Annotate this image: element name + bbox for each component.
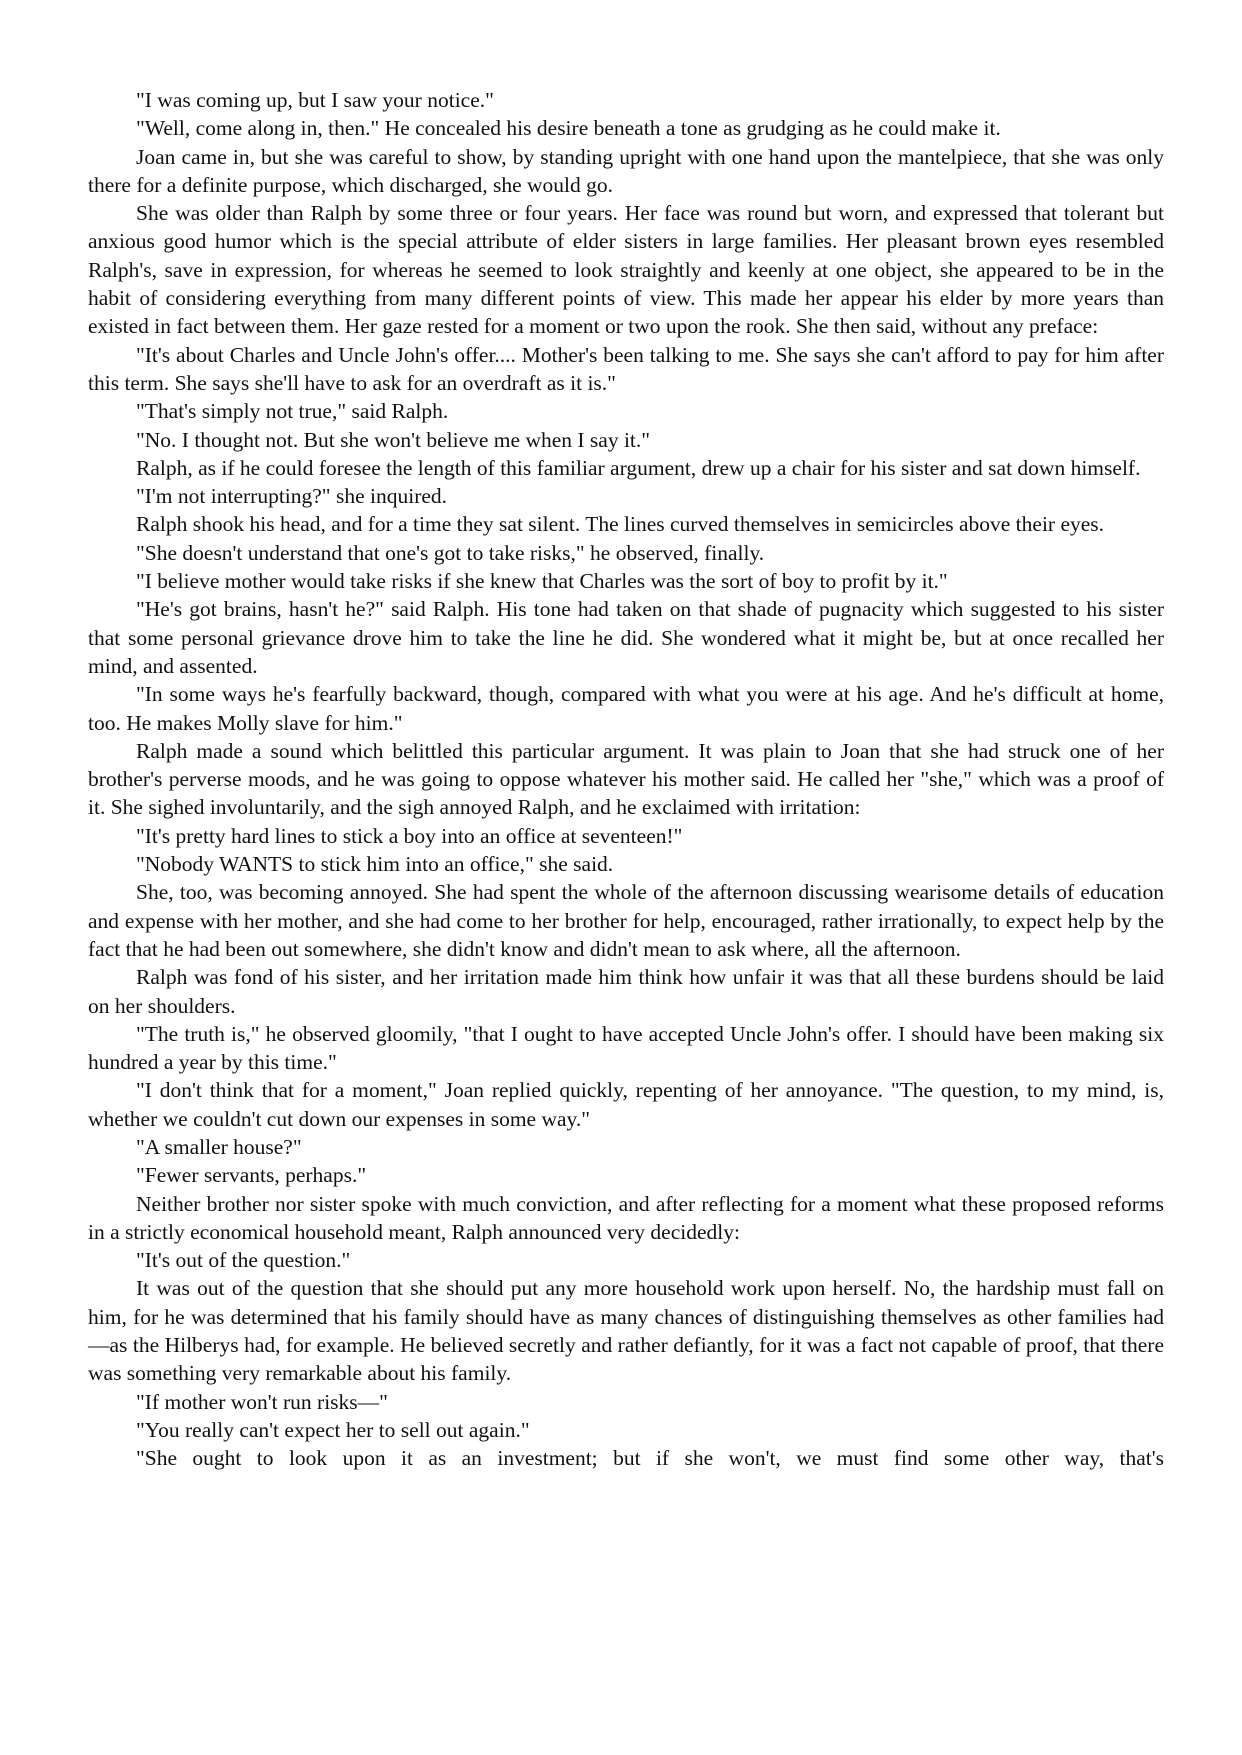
- document-page: [88, 86, 1164, 1473]
- paragraph: Neither brother nor sister spoke with much conviction, and after reflecting for a moment what these proposed reforms in a strictly economical household meant, Ralph announced very decidedly:: [88, 1191, 1164, 1244]
- paragraph: It was out of the question that she should put any more household work upon herself. No, the hardship must fall on him, for he was determined that his family should have as many chances of distinguishing themselves as other families had—as the Hilberys had, for example. He believed secretly and rather defiantly, for it was a fact not capable of proof, that there was something very remarkable about his family.: [88, 1276, 1164, 1386]
- paragraph-continued: "She ought to look upon it as an investment; but if she won't, we must find some other way, that's: [136, 1446, 1164, 1471]
- paragraph: "I believe mother would take risks if she knew that Charles was the sort of boy to profit by it.": [136, 569, 948, 594]
- paragraph: Ralph shook his head, and for a time they sat silent. The lines curved themselves in semicircles above their eyes.: [136, 512, 1105, 537]
- paragraph: "It's about Charles and Uncle John's offer.... Mother's been talking to me. She says she can't afford to pay for him after this term. She says she'll have to ask for an overdraft as it is.": [88, 342, 1164, 395]
- paragraph: "If mother won't run risks—": [136, 1389, 388, 1414]
- paragraph: "In some ways he's fearfully backward, though, compared with what you were at his age. And he's difficult at home, too. He makes Molly slave for him.": [88, 682, 1164, 735]
- paragraph: She, too, was becoming annoyed. She had spent the whole of the afternoon discussing wearisome details of education and expense with her mother, and she had come to her brother for help, encouraged, rather irrationally, to expect help by the fact that he had been out somewhere, she didn't know and didn't mean to ask where, all the afternoon.: [88, 880, 1164, 961]
- paragraph: Joan came in, but she was careful to show, by standing upright with one hand upon the mantelpiece, that she was only there for a definite purpose, which discharged, she would go.: [88, 144, 1164, 197]
- paragraph: She was older than Ralph by some three or four years. Her face was round but worn, and expressed that tolerant but anxious good humor which is the special attribute of elder sisters in large families. Her pleasant brown eyes resembled Ralph's, save in expression, for whereas he seemed to look straightly and keenly at one object, she appeared to be in the habit of considering everything from many different points of view. This made her appear his elder by more years than existed in fact between them. Her gaze rested for a moment or two upon the rook. She then said, without any preface:: [88, 201, 1164, 339]
- paragraph: "You really can't expect her to sell out again.": [136, 1417, 530, 1442]
- paragraph: "It's out of the question.": [136, 1248, 351, 1273]
- paragraph: "That's simply not true," said Ralph.: [136, 399, 449, 424]
- paragraph: Ralph, as if he could foresee the length of this familiar argument, drew up a chair for his sister and sat down himself.: [136, 455, 1141, 480]
- paragraph: Ralph made a sound which belittled this particular argument. It was plain to Joan that she had struck one of her brother's perverse moods, and he was going to oppose whatever his mother said. He called her "she," which was a proof of it. She sighed involuntarily, and the sigh annoyed Ralph, and he exclaimed with irritation:: [88, 738, 1164, 820]
- paragraph: "I was coming up, but I saw your notice.": [136, 88, 494, 112]
- paragraph: "I'm not interrupting?" she inquired.: [136, 484, 448, 509]
- paragraph: "She doesn't understand that one's got to take risks," he observed, finally.: [136, 540, 765, 565]
- paragraph: "Nobody WANTS to stick him into an office," she said.: [136, 852, 614, 877]
- paragraph: "No. I thought not. But she won't believe me when I say it.": [136, 427, 651, 452]
- paragraph: "The truth is," he observed gloomily, "that I ought to have accepted Uncle John's offer. I should have been making six hundred a year by this time.": [88, 1021, 1164, 1075]
- paragraph: "A smaller house?": [136, 1134, 302, 1159]
- paragraph: "Well, come along in, then." He concealed his desire beneath a tone as grudging as he could make it.: [136, 116, 1001, 141]
- paragraph: "He's got brains, hasn't he?" said Ralph. His tone had taken on that shade of pugnacity which suggested to his sister that some personal grievance drove him to take the line he did. She wondered what it might be, but at once recalled her mind, and assented.: [88, 597, 1164, 678]
- paragraph: Ralph was fond of his sister, and her irritation made him think how unfair it was that all these burdens should be laid on her shoulders.: [88, 965, 1164, 1018]
- paragraph: "It's pretty hard lines to stick a boy into an office at seventeen!": [136, 823, 683, 848]
- paragraph: "I don't think that for a moment," Joan replied quickly, repenting of her annoyance. "The question, to my mind, is, whether we couldn't cut down our expenses in some way.": [88, 1078, 1164, 1131]
- paragraph: "Fewer servants, perhaps.": [136, 1163, 367, 1188]
